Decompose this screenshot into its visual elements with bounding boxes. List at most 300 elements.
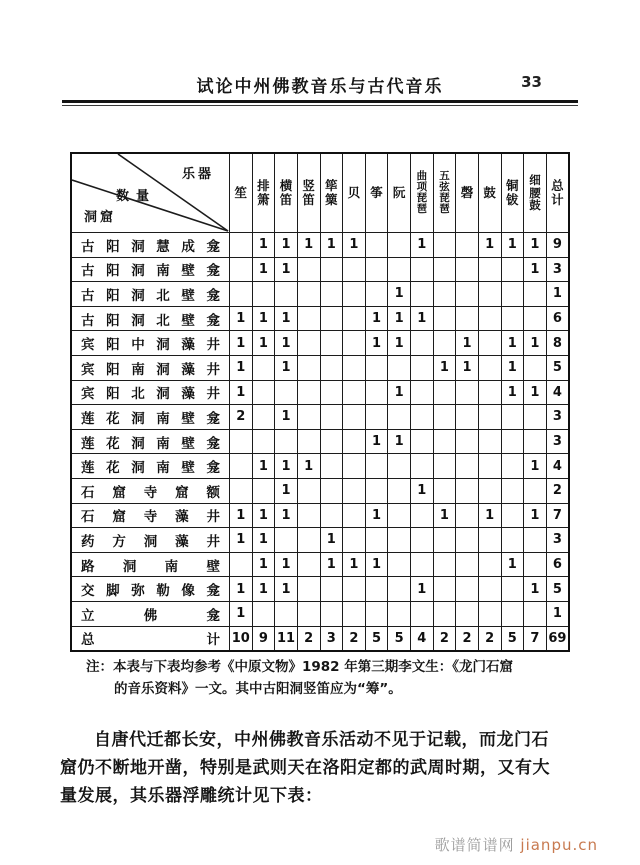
- count-cell: [365, 601, 388, 626]
- row-label: 路 洞 南 壁: [71, 552, 230, 577]
- count-cell: [320, 577, 343, 602]
- count-cell: 1: [252, 503, 275, 528]
- count-cell: [365, 233, 388, 258]
- column-header: 五 弦 琵 琶: [433, 153, 456, 233]
- table-row: [71, 257, 569, 282]
- count-cell: 1: [230, 577, 253, 602]
- count-cell: [433, 552, 456, 577]
- count-cell: 3: [546, 528, 569, 553]
- count-cell: [478, 429, 501, 454]
- table-row: [71, 331, 569, 356]
- count-cell: 5: [501, 626, 524, 651]
- count-cell: 1: [365, 429, 388, 454]
- count-cell: [297, 601, 320, 626]
- count-cell: 1: [252, 233, 275, 258]
- count-cell: [456, 429, 479, 454]
- count-cell: [411, 282, 434, 307]
- footnote-line-1: 注：本表与下表均参考《中原文物》1982 年第三期李文生：《龙门石窟: [86, 659, 514, 675]
- count-cell: 1: [501, 233, 524, 258]
- count-cell: [501, 306, 524, 331]
- count-cell: [297, 257, 320, 282]
- count-cell: 1: [388, 429, 411, 454]
- count-cell: [456, 478, 479, 503]
- count-cell: [230, 233, 253, 258]
- count-cell: 1: [411, 478, 434, 503]
- count-cell: [478, 601, 501, 626]
- count-cell: 1: [388, 306, 411, 331]
- footnote-line-2: 的音乐资料》一文。其中古阳洞竖笛应为“筹”。: [114, 681, 402, 697]
- count-cell: [275, 282, 298, 307]
- count-cell: 1: [252, 552, 275, 577]
- count-cell: [343, 577, 366, 602]
- count-cell: [343, 306, 366, 331]
- count-cell: [320, 355, 343, 380]
- count-cell: 3: [320, 626, 343, 651]
- count-cell: [501, 601, 524, 626]
- count-cell: [433, 282, 456, 307]
- count-cell: 1: [433, 355, 456, 380]
- count-cell: [388, 478, 411, 503]
- count-cell: 1: [275, 257, 298, 282]
- count-cell: [343, 331, 366, 356]
- table-row: [71, 233, 569, 258]
- row-label: 莲 花 洞 南 壁 龛: [71, 405, 230, 430]
- count-cell: 1: [275, 577, 298, 602]
- count-cell: [230, 282, 253, 307]
- paragraph-line-1: 自唐代迁都长安，中州佛教音乐活动不见于记载，而龙门石: [94, 730, 549, 750]
- count-cell: [524, 405, 547, 430]
- count-cell: 1: [365, 552, 388, 577]
- column-header: 鼓: [478, 153, 501, 233]
- count-cell: [433, 429, 456, 454]
- count-cell: [388, 528, 411, 553]
- count-cell: 1: [343, 552, 366, 577]
- count-cell: [275, 601, 298, 626]
- column-header: 筝: [365, 153, 388, 233]
- count-cell: [343, 478, 366, 503]
- count-cell: 4: [411, 626, 434, 651]
- count-cell: 1: [320, 233, 343, 258]
- table-row: [71, 577, 569, 602]
- count-cell: 1: [297, 454, 320, 479]
- count-cell: [365, 577, 388, 602]
- count-cell: [275, 528, 298, 553]
- count-cell: [343, 528, 366, 553]
- count-cell: [320, 503, 343, 528]
- table-row: [71, 528, 569, 553]
- count-cell: [456, 233, 479, 258]
- count-cell: [365, 478, 388, 503]
- count-cell: 2: [456, 626, 479, 651]
- count-cell: [252, 601, 275, 626]
- count-cell: [388, 601, 411, 626]
- count-cell: [252, 282, 275, 307]
- count-cell: [501, 282, 524, 307]
- count-cell: [230, 552, 253, 577]
- count-cell: [275, 380, 298, 405]
- table-row: [71, 355, 569, 380]
- count-cell: 1: [275, 552, 298, 577]
- count-cell: [365, 454, 388, 479]
- count-cell: [478, 331, 501, 356]
- count-cell: 1: [524, 233, 547, 258]
- count-cell: [343, 454, 366, 479]
- table-row: [71, 503, 569, 528]
- count-cell: [297, 282, 320, 307]
- count-cell: 1: [275, 405, 298, 430]
- count-cell: [456, 552, 479, 577]
- count-cell: 10: [230, 626, 253, 651]
- column-header: 横 笛: [275, 153, 298, 233]
- count-cell: [365, 282, 388, 307]
- count-cell: [388, 552, 411, 577]
- count-cell: 1: [252, 306, 275, 331]
- count-cell: 1: [365, 503, 388, 528]
- column-header: 竖 笛: [297, 153, 320, 233]
- count-cell: 1: [365, 331, 388, 356]
- count-cell: 1: [275, 454, 298, 479]
- row-label: 宾 阳 北 洞 藻 井: [71, 380, 230, 405]
- count-cell: [343, 257, 366, 282]
- count-cell: [433, 306, 456, 331]
- count-cell: [297, 380, 320, 405]
- column-header: 细 腰 鼓: [524, 153, 547, 233]
- count-cell: [411, 454, 434, 479]
- row-label: 莲 花 洞 南 壁 龛: [71, 454, 230, 479]
- page-title: 试论中州佛教音乐与古代音乐: [196, 77, 444, 97]
- count-cell: [456, 282, 479, 307]
- count-cell: 2: [546, 478, 569, 503]
- count-cell: 1: [501, 331, 524, 356]
- row-label: 总 计: [71, 626, 230, 651]
- count-cell: [365, 380, 388, 405]
- table-footnote: [86, 656, 578, 700]
- row-label: 莲 花 洞 南 壁 龛: [71, 429, 230, 454]
- count-cell: [343, 355, 366, 380]
- count-cell: [456, 503, 479, 528]
- count-cell: 1: [388, 331, 411, 356]
- count-cell: 1: [411, 306, 434, 331]
- count-cell: 1: [478, 503, 501, 528]
- count-cell: [297, 552, 320, 577]
- count-cell: [320, 454, 343, 479]
- column-header: 贝: [343, 153, 366, 233]
- row-label: 石 窟 寺 窟 额: [71, 478, 230, 503]
- count-cell: 1: [252, 331, 275, 356]
- count-cell: 1: [388, 380, 411, 405]
- count-cell: [456, 528, 479, 553]
- count-cell: [320, 380, 343, 405]
- count-cell: [230, 429, 253, 454]
- count-cell: 2: [230, 405, 253, 430]
- count-cell: [478, 577, 501, 602]
- count-cell: [320, 601, 343, 626]
- row-label: 药 方 洞 藻 井: [71, 528, 230, 553]
- count-cell: 1: [546, 601, 569, 626]
- count-cell: 2: [433, 626, 456, 651]
- count-cell: [433, 478, 456, 503]
- count-cell: [478, 552, 501, 577]
- table-header-row: [71, 153, 569, 233]
- count-cell: [252, 429, 275, 454]
- count-cell: 9: [252, 626, 275, 651]
- header-rule-thin: [62, 105, 578, 106]
- count-cell: [433, 528, 456, 553]
- count-cell: [524, 429, 547, 454]
- count-cell: [456, 380, 479, 405]
- count-cell: [501, 257, 524, 282]
- count-cell: [524, 601, 547, 626]
- count-cell: 1: [230, 331, 253, 356]
- count-cell: 1: [524, 257, 547, 282]
- totals-row: [71, 626, 569, 651]
- page-number: 33: [521, 73, 542, 91]
- count-cell: [297, 429, 320, 454]
- count-cell: [365, 257, 388, 282]
- count-cell: [297, 478, 320, 503]
- watermark-domain: jianpu.cn: [520, 836, 598, 854]
- count-cell: [388, 257, 411, 282]
- count-cell: 1: [230, 355, 253, 380]
- count-cell: 1: [456, 355, 479, 380]
- count-cell: 1: [252, 528, 275, 553]
- row-label: 古 阳 洞 慧 成 龛: [71, 233, 230, 258]
- count-cell: 1: [230, 528, 253, 553]
- count-cell: 1: [456, 331, 479, 356]
- count-cell: [252, 355, 275, 380]
- count-cell: [456, 601, 479, 626]
- count-cell: 2: [297, 626, 320, 651]
- table-row: [71, 601, 569, 626]
- count-cell: 5: [546, 355, 569, 380]
- column-header: 铜 钹: [501, 153, 524, 233]
- count-cell: [388, 454, 411, 479]
- diagonal-corner-cell: [71, 153, 230, 233]
- count-cell: [297, 355, 320, 380]
- count-cell: [524, 355, 547, 380]
- count-cell: [343, 282, 366, 307]
- count-cell: 1: [230, 503, 253, 528]
- count-cell: [433, 601, 456, 626]
- count-cell: 1: [524, 577, 547, 602]
- count-cell: [433, 331, 456, 356]
- count-cell: 1: [365, 306, 388, 331]
- count-cell: 1: [297, 233, 320, 258]
- count-cell: 5: [546, 577, 569, 602]
- count-cell: [501, 577, 524, 602]
- count-cell: [478, 257, 501, 282]
- count-cell: [433, 257, 456, 282]
- count-cell: [478, 454, 501, 479]
- count-cell: [297, 577, 320, 602]
- table-row: [71, 552, 569, 577]
- count-cell: [388, 577, 411, 602]
- count-cell: 4: [546, 380, 569, 405]
- count-cell: [411, 331, 434, 356]
- count-cell: 1: [501, 380, 524, 405]
- column-header: 总 计: [546, 153, 569, 233]
- count-cell: [343, 601, 366, 626]
- count-cell: [501, 429, 524, 454]
- count-cell: [478, 528, 501, 553]
- count-cell: [456, 306, 479, 331]
- count-cell: [252, 380, 275, 405]
- watermark: [435, 834, 598, 855]
- count-cell: 1: [275, 355, 298, 380]
- count-cell: [297, 503, 320, 528]
- count-cell: [320, 282, 343, 307]
- count-cell: 5: [365, 626, 388, 651]
- count-cell: 1: [230, 380, 253, 405]
- count-cell: [524, 552, 547, 577]
- row-label: 交 脚 弥 勒 像 龛: [71, 577, 230, 602]
- count-cell: [230, 454, 253, 479]
- count-cell: 1: [275, 306, 298, 331]
- row-label: 宾 阳 中 洞 藻 井: [71, 331, 230, 356]
- count-cell: 1: [388, 282, 411, 307]
- count-cell: [456, 454, 479, 479]
- table-body: [71, 233, 569, 651]
- count-cell: [388, 233, 411, 258]
- count-cell: [411, 429, 434, 454]
- count-cell: 1: [546, 282, 569, 307]
- count-cell: [478, 306, 501, 331]
- count-cell: [456, 405, 479, 430]
- count-cell: [388, 355, 411, 380]
- count-cell: 1: [275, 478, 298, 503]
- watermark-site-name: 歌谱简谱网: [434, 836, 521, 854]
- count-cell: 69: [546, 626, 569, 651]
- count-cell: [230, 257, 253, 282]
- row-label: 石 窟 寺 藻 井: [71, 503, 230, 528]
- row-label: 古 阳 洞 北 壁 龛: [71, 282, 230, 307]
- row-label: 立 佛 龛: [71, 601, 230, 626]
- count-cell: 1: [252, 454, 275, 479]
- count-cell: [388, 405, 411, 430]
- count-cell: 5: [388, 626, 411, 651]
- count-cell: [524, 306, 547, 331]
- count-cell: 1: [501, 355, 524, 380]
- count-cell: [501, 503, 524, 528]
- count-cell: 1: [320, 528, 343, 553]
- row-label: 古 阳 洞 南 壁 龛: [71, 257, 230, 282]
- column-header: 筚 篥: [320, 153, 343, 233]
- count-cell: 1: [252, 257, 275, 282]
- count-cell: [524, 282, 547, 307]
- count-cell: 1: [501, 552, 524, 577]
- count-cell: [411, 552, 434, 577]
- table-row: [71, 306, 569, 331]
- table-row: [71, 478, 569, 503]
- count-cell: [320, 478, 343, 503]
- count-cell: [252, 478, 275, 503]
- count-cell: 1: [275, 233, 298, 258]
- table-row: [71, 380, 569, 405]
- column-header: 排 箫: [252, 153, 275, 233]
- count-cell: 6: [546, 552, 569, 577]
- count-cell: [365, 528, 388, 553]
- table-row: [71, 282, 569, 307]
- count-cell: [433, 577, 456, 602]
- table-row: [71, 405, 569, 430]
- count-cell: [478, 405, 501, 430]
- count-cell: 7: [524, 626, 547, 651]
- count-cell: [343, 503, 366, 528]
- count-cell: 1: [343, 233, 366, 258]
- count-cell: 9: [546, 233, 569, 258]
- count-cell: [456, 577, 479, 602]
- count-cell: 3: [546, 405, 569, 430]
- count-cell: 3: [546, 429, 569, 454]
- count-cell: 11: [275, 626, 298, 651]
- count-cell: [478, 380, 501, 405]
- count-cell: 2: [343, 626, 366, 651]
- count-cell: 1: [411, 577, 434, 602]
- count-cell: [524, 528, 547, 553]
- count-cell: 1: [524, 454, 547, 479]
- count-cell: [433, 380, 456, 405]
- corner-label-caves: 洞窟: [84, 210, 117, 225]
- count-cell: 1: [320, 552, 343, 577]
- count-cell: [501, 454, 524, 479]
- count-cell: [343, 405, 366, 430]
- count-cell: [478, 355, 501, 380]
- count-cell: [478, 478, 501, 503]
- table-row: [71, 429, 569, 454]
- count-cell: 1: [275, 503, 298, 528]
- count-cell: [297, 528, 320, 553]
- count-cell: 1: [433, 503, 456, 528]
- column-header: 阮: [388, 153, 411, 233]
- count-cell: 8: [546, 331, 569, 356]
- count-cell: [411, 503, 434, 528]
- count-cell: [343, 380, 366, 405]
- count-cell: [388, 503, 411, 528]
- count-cell: 6: [546, 306, 569, 331]
- row-label: 宾 阳 南 洞 藻 井: [71, 355, 230, 380]
- instruments-table-wrapper: [70, 152, 570, 652]
- corner-label-instruments: 乐器: [182, 167, 215, 182]
- count-cell: 1: [478, 233, 501, 258]
- row-label: 古 阳 洞 北 壁 龛: [71, 306, 230, 331]
- count-cell: 1: [252, 577, 275, 602]
- count-cell: [411, 257, 434, 282]
- body-paragraph: [60, 726, 580, 810]
- count-cell: 1: [275, 331, 298, 356]
- count-cell: [365, 405, 388, 430]
- count-cell: [320, 306, 343, 331]
- count-cell: [456, 257, 479, 282]
- count-cell: 1: [524, 380, 547, 405]
- paragraph-line-2: 窟仍不断地开凿，特别是武则天在洛阳定都的武周时期，又有大: [60, 758, 550, 778]
- count-cell: [297, 405, 320, 430]
- count-cell: 4: [546, 454, 569, 479]
- page-header: [62, 72, 578, 96]
- count-cell: 1: [411, 233, 434, 258]
- count-cell: [433, 405, 456, 430]
- count-cell: 1: [524, 503, 547, 528]
- count-cell: [297, 331, 320, 356]
- count-cell: [433, 454, 456, 479]
- count-cell: [252, 405, 275, 430]
- column-header: 磬: [456, 153, 479, 233]
- count-cell: [320, 405, 343, 430]
- count-cell: 2: [478, 626, 501, 651]
- instruments-count-table: [70, 152, 570, 652]
- count-cell: [411, 528, 434, 553]
- corner-label-quantity: 数量: [116, 189, 157, 204]
- count-cell: [320, 257, 343, 282]
